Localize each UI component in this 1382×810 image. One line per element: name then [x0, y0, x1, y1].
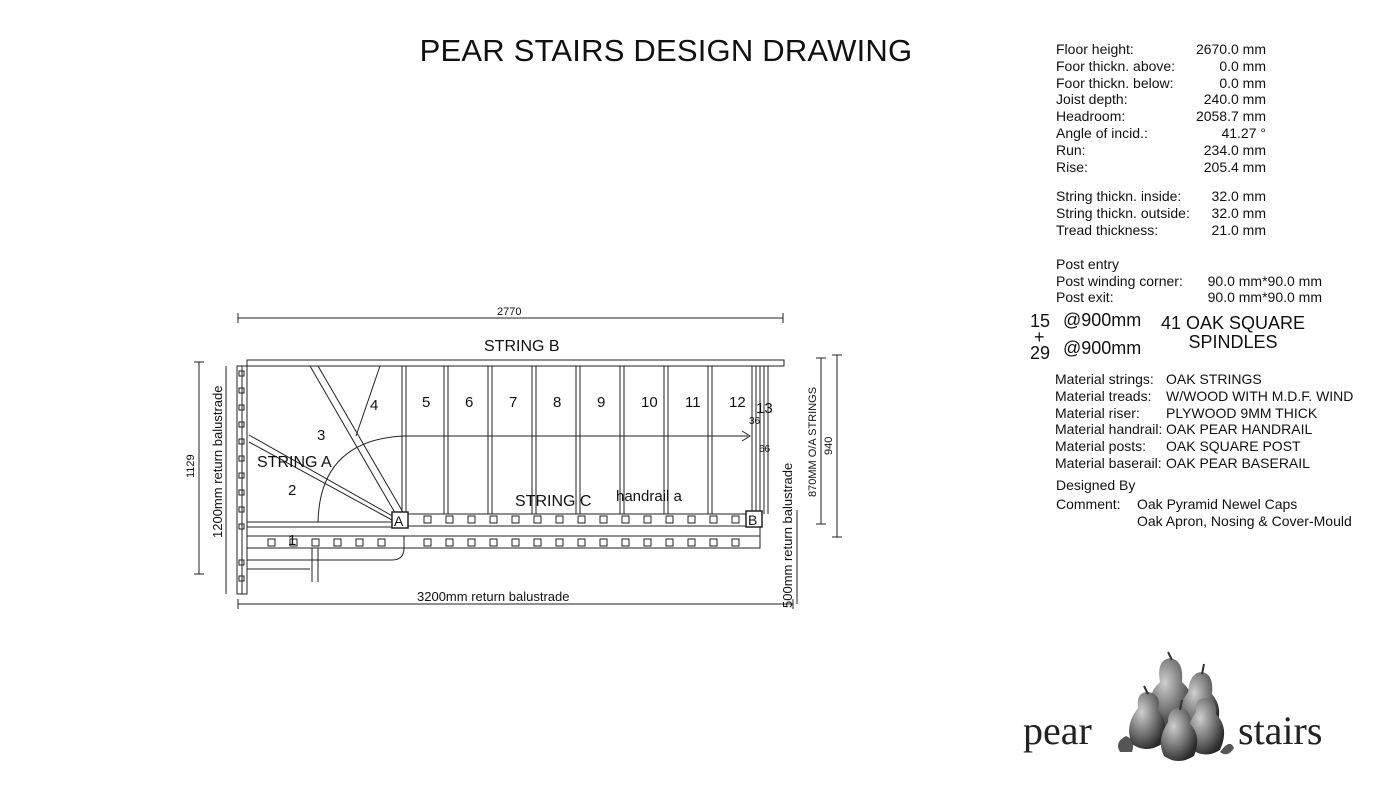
dim-36-label: 36	[749, 416, 761, 427]
left-dimension	[185, 362, 204, 574]
materials-table	[1055, 371, 1375, 472]
top-dimension	[238, 306, 783, 323]
left-balustrade-dimension	[210, 366, 226, 594]
spindle-plus: +	[1034, 327, 1045, 347]
step-number: 8	[553, 394, 562, 411]
string-a-label: STRING A	[257, 454, 332, 471]
pears-icon	[1112, 652, 1237, 770]
spec-row: Foor thickn. above: 0.0 mm	[1056, 57, 1266, 74]
spindle-count-1: 15	[1030, 311, 1051, 331]
svg-text:B: B	[748, 512, 758, 528]
svg-text:1200mm return balustrade: 1200mm return balustrade	[210, 385, 225, 538]
svg-text:500mm return balustrade: 500mm return balustrade	[780, 462, 795, 608]
spec-row: Joist depth: 240.0 mm	[1056, 91, 1266, 108]
newel-post-a	[392, 512, 408, 529]
dim-66-label: 66	[759, 444, 771, 455]
spindle-spacing-1: @900mm	[1063, 310, 1142, 330]
step-number: 3	[317, 427, 326, 444]
string-c-spindles	[424, 516, 739, 523]
dim-top-label: 2770	[497, 306, 522, 318]
comment-line: Oak Apron, Nosing & Cover-Mould	[1137, 513, 1352, 529]
material-row: Material riser: PLYWOOD 9MM THICK	[1055, 404, 1318, 421]
step-number: 1	[288, 532, 297, 549]
string-b-label: STRING B	[484, 338, 560, 355]
spindle-spacing-2: @900mm	[1063, 338, 1142, 358]
svg-text:940: 940	[823, 436, 835, 455]
spec-row: Angle of incid.: 41.27 °	[1056, 124, 1266, 141]
right-dimension	[823, 355, 842, 537]
spec-row: Post entry	[1056, 255, 1120, 272]
logo-word-stairs: stairs	[1238, 708, 1323, 753]
spec-row: Run: 234.0 mm	[1056, 141, 1266, 158]
step-number: 9	[597, 394, 606, 411]
comment-line: Oak Pyramid Newel Caps	[1137, 496, 1298, 512]
step-number: 7	[509, 394, 518, 411]
spec-row: Rise: 205.4 mm	[1056, 158, 1266, 175]
spec-row: Headroom: 2058.7 mm	[1056, 108, 1266, 125]
right-balustrade-dimension	[780, 463, 797, 608]
spindle-description: 41 OAK SQUARE SPINDLES	[1160, 313, 1306, 352]
string-c-label: STRING C	[515, 493, 592, 510]
page-title: PEAR STAIRS DESIGN DRAWING	[419, 33, 913, 68]
svg-text:1129: 1129	[185, 454, 197, 478]
spec-row: Post winding corner: 90.0 mm*90.0 mm	[1056, 272, 1322, 289]
bottom-balustrade-dimension	[238, 589, 793, 609]
step-number: 13	[756, 400, 773, 417]
step-number: 4	[370, 397, 379, 414]
handrail-label: handrail a	[616, 488, 682, 505]
step-number: 6	[465, 394, 474, 411]
logo-word-pear: pear	[1023, 708, 1092, 753]
step-number: 11	[685, 394, 701, 411]
designed-by: Designed By	[1056, 477, 1136, 493]
material-row: Material treads: W/WOOD WITH M.D.F. WIND	[1055, 387, 1354, 404]
spec-row: Tread thickness: 21.0 mm	[1056, 221, 1266, 238]
step-number: 2	[288, 482, 297, 499]
pear-stairs-logo	[1020, 652, 1340, 772]
spec-row: Post exit: 90.0 mm*90.0 mm	[1056, 289, 1322, 306]
step-number: 10	[641, 394, 658, 411]
spec-row: String thickn. inside: 32.0 mm	[1056, 188, 1266, 205]
spec-row: String thickn. outside: 32.0 mm	[1056, 205, 1266, 222]
svg-text:870MM O/A STRINGS: 870MM O/A STRINGS	[807, 386, 819, 497]
spec-row: Foor thickn. below: 0.0 mm	[1056, 74, 1266, 91]
svg-text:3200mm return balustrade: 3200mm return balustrade	[417, 589, 570, 604]
svg-text:A: A	[394, 513, 404, 529]
material-row: Material baserail: OAK PEAR BASERAIL	[1055, 454, 1310, 471]
spindle-count-2: 29	[1030, 343, 1051, 363]
comment-label: Comment:	[1056, 496, 1121, 512]
spec-row: Floor height: 2670.0 mm	[1056, 41, 1266, 57]
material-row: Material posts: OAK SQUARE POST	[1055, 438, 1301, 455]
material-row: Material strings: OAK STRINGS	[1055, 371, 1262, 387]
step-number: 5	[422, 394, 431, 411]
step-number: 12	[729, 394, 746, 411]
specification-table	[1056, 41, 1376, 306]
newel-post-b	[746, 511, 762, 528]
material-row: Material handrail: OAK PEAR HANDRAIL	[1055, 421, 1313, 438]
